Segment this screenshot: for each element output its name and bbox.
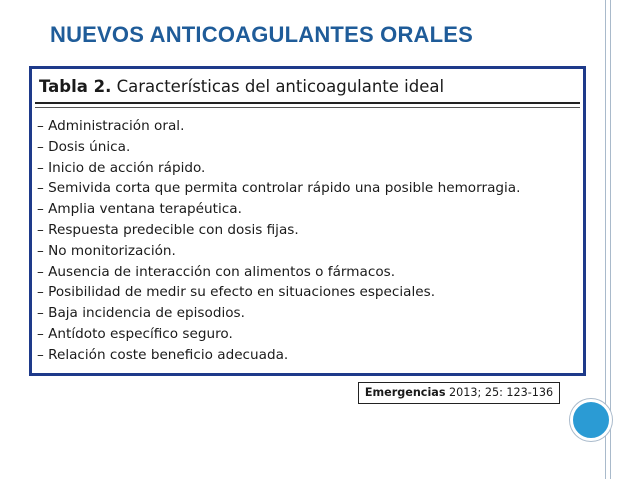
characteristics-table: [29, 66, 586, 376]
list-item: – Respuesta predecible con dosis fijas.: [37, 221, 299, 238]
list-item: – No monitorización.: [37, 242, 176, 259]
list-item: – Dosis única.: [37, 138, 131, 155]
table-header: [39, 77, 576, 96]
slide-title: NUEVOS ANTICOAGULANTES ORALES: [50, 22, 474, 47]
characteristics-list: [37, 116, 578, 366]
list-item: – Posibilidad de medir su efecto en situaciones especiales.: [37, 284, 436, 301]
list-item: – Administración oral.: [37, 118, 185, 134]
citation-details: 2013; 25: 123-136: [445, 386, 554, 399]
table-label: Tabla 2.: [39, 77, 112, 96]
header-rule-bottom: [35, 107, 580, 108]
list-item: – Amplia ventana terapéutica.: [37, 201, 242, 218]
citation-box: [358, 382, 560, 404]
header-rule-top: [35, 102, 580, 104]
list-item: – Relación coste beneficio adecuada.: [37, 346, 289, 363]
list-item: – Semivida corta que permita controlar rápido una posible hemorragia.: [37, 180, 521, 197]
citation-journal: Emergencias: [364, 386, 446, 399]
list-item: – Baja incidencia de episodios.: [37, 305, 245, 322]
table-inner: [35, 72, 580, 370]
list-item: – Antídoto específico seguro.: [37, 325, 233, 342]
list-item: – Ausencia de interacción con alimentos o fármacos.: [37, 263, 396, 280]
decorative-circle: [570, 399, 612, 441]
list-item: – Inicio de acción rápido.: [37, 159, 206, 176]
table-caption: Características del anticoagulante ideal: [116, 77, 445, 96]
